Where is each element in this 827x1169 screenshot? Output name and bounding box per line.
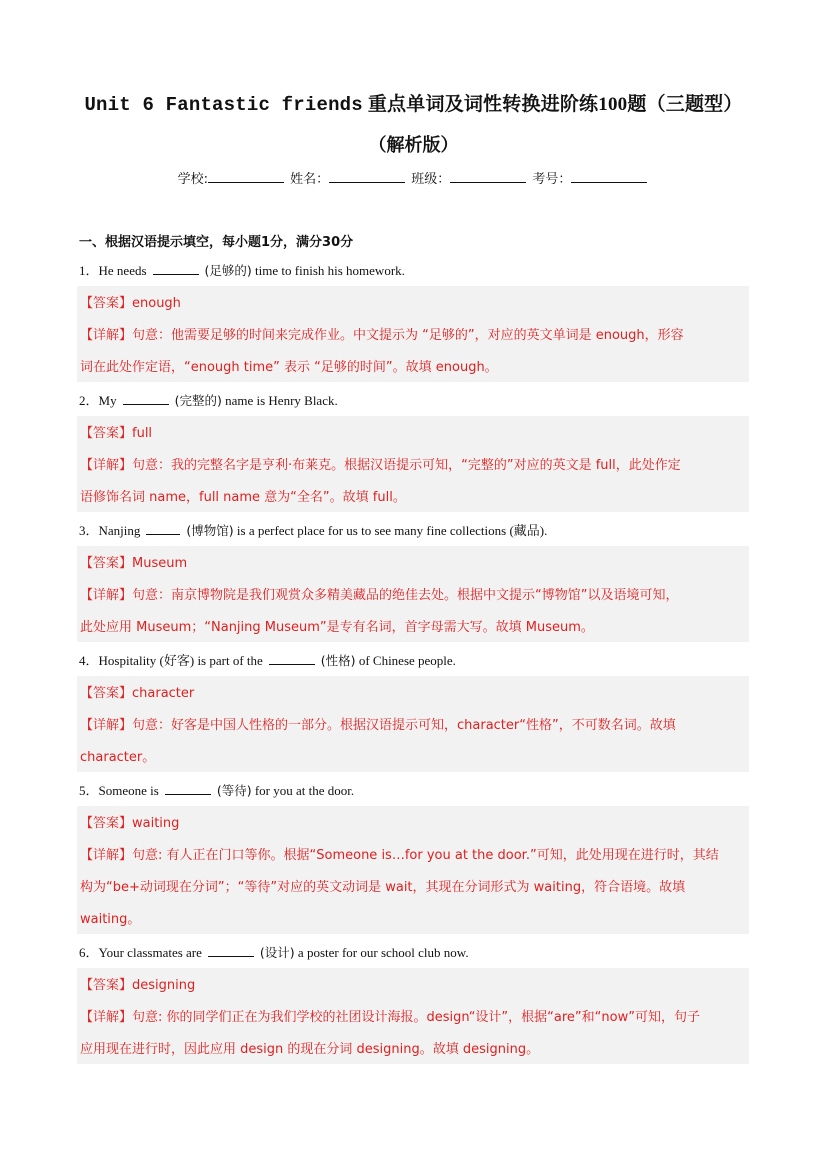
- question-text-before: Nanjing: [98, 523, 141, 538]
- answer-blank: [153, 263, 199, 275]
- name-blank: [329, 170, 405, 183]
- detail-line: 【详解】句意：南京博物院是我们观赏众多精美藏品的绝佳去处。根据中文提示“博物馆”以及语境可知，: [80, 588, 679, 603]
- detail-line: 【详解】句意：他需要足够的时间来完成作业。中文提示为 “足够的”，对应的英文单词是 enough，形容: [80, 328, 684, 343]
- detail-line: 语修饰名词 name，full name 意为“全名”。故填 full。: [80, 490, 406, 505]
- answer-blank: [123, 393, 169, 405]
- question-text-after: of Chinese people.: [358, 653, 456, 668]
- detail-line: 此处应用 Museum；“Nanjing Museum”是专有名词，首字母需大写。故填 Museum。: [80, 620, 594, 635]
- question-number: 6．: [79, 945, 99, 960]
- answer-line: 【答案】Museum: [80, 556, 188, 571]
- question-1: [79, 260, 405, 279]
- question-text-after: a poster for our school club now.: [297, 945, 469, 960]
- question-text-after: for you at the door.: [254, 783, 355, 798]
- answer-blank: [165, 783, 211, 795]
- answer-line: 【答案】designing: [80, 978, 196, 993]
- answer-blank: [208, 945, 254, 957]
- answer-line: 【答案】character: [80, 686, 195, 701]
- question-number: 1．: [79, 263, 99, 278]
- detail-line: 【详解】句意: 有人正在门口等你。根据“Someone is…for you at the door.”可知，此处用现在进行时，其结: [80, 848, 719, 863]
- answer-box-3: [77, 546, 749, 642]
- name-label: 姓名：: [290, 172, 330, 187]
- exam-number-label: 考号：: [532, 172, 572, 187]
- section-heading: 一、根据汉语提示填空，每小题1分，满分30分: [79, 235, 354, 250]
- question-text-after: name is Henry Black.: [225, 393, 338, 408]
- question-number: 3．: [79, 523, 99, 538]
- school-label: 学校:: [177, 172, 208, 187]
- detail-line: 应用现在进行时，因此应用 design 的现在分词 designing。故填 designing。: [80, 1042, 540, 1057]
- question-number: 4．: [79, 653, 99, 668]
- chinese-hint: (博物馆): [186, 523, 234, 538]
- question-text-after: is a perfect place for us to see many fine collections (藏品).: [236, 523, 548, 538]
- detail-line: waiting。: [80, 912, 141, 927]
- title-chinese: 重点单词及词性转换进阶练100题（三题型）: [367, 94, 743, 115]
- question-text-before: Your classmates are: [98, 945, 202, 960]
- student-info-line: [60, 168, 767, 187]
- question-number: 2．: [79, 393, 99, 408]
- school-blank: [208, 170, 284, 183]
- answer-box-2: [77, 416, 749, 512]
- chinese-hint: (完整的): [174, 393, 222, 408]
- question-text-before: My: [98, 393, 117, 408]
- question-4: [79, 650, 456, 669]
- answer-box-5: [77, 806, 749, 934]
- chinese-hint: (设计): [259, 945, 295, 960]
- question-2: [79, 390, 338, 409]
- document-title: [60, 89, 767, 116]
- question-text-before: Hospitality (好客) is part of the: [98, 653, 263, 668]
- chinese-hint: (性格): [320, 653, 356, 668]
- detail-line: 构为“be+动词现在分词”；“等待”对应的英文动词是 wait，其现在分词形式为 waiting，符合语境。故填: [80, 880, 686, 895]
- class-label: 班级：: [411, 172, 451, 187]
- title-english: Unit 6 Fantastic friends: [84, 94, 363, 116]
- class-blank: [450, 170, 526, 183]
- answer-box-1: [77, 286, 749, 382]
- detail-line: character。: [80, 750, 156, 765]
- question-6: [79, 942, 469, 961]
- answer-blank: [146, 523, 180, 535]
- answer-line: 【答案】waiting: [80, 816, 180, 831]
- answer-line: 【答案】full: [80, 426, 153, 441]
- chinese-hint: (等待): [216, 783, 252, 798]
- document-subtitle: （解析版）: [368, 135, 459, 156]
- answer-box-4: [77, 676, 749, 772]
- detail-line: 【详解】句意：好客是中国人性格的一部分。根据汉语提示可知，character“性格”，不可数名词。故填: [80, 718, 676, 733]
- question-3: [79, 520, 547, 539]
- question-5: [79, 780, 354, 799]
- question-text-after: time to finish his homework.: [255, 263, 405, 278]
- answer-box-6: [77, 968, 749, 1064]
- answer-line: 【答案】enough: [80, 296, 181, 311]
- detail-line: 词在此处作定语，“enough time” 表示 “足够的时间”。故填 enough。: [80, 360, 498, 375]
- detail-line: 【详解】句意: 你的同学们正在为我们学校的社团设计海报。design“设计”，根据“are”和“now”可知，句子: [80, 1010, 700, 1025]
- exam-number-blank: [571, 170, 647, 183]
- chinese-hint: (足够的): [204, 263, 252, 278]
- question-text-before: He needs: [98, 263, 147, 278]
- question-number: 5．: [79, 783, 99, 798]
- answer-blank: [269, 653, 315, 665]
- question-text-before: Someone is: [98, 783, 159, 798]
- detail-line: 【详解】句意：我的完整名字是亨利·布莱克。根据汉语提示可知，“完整的”对应的英文是 full，此处作定: [80, 458, 681, 473]
